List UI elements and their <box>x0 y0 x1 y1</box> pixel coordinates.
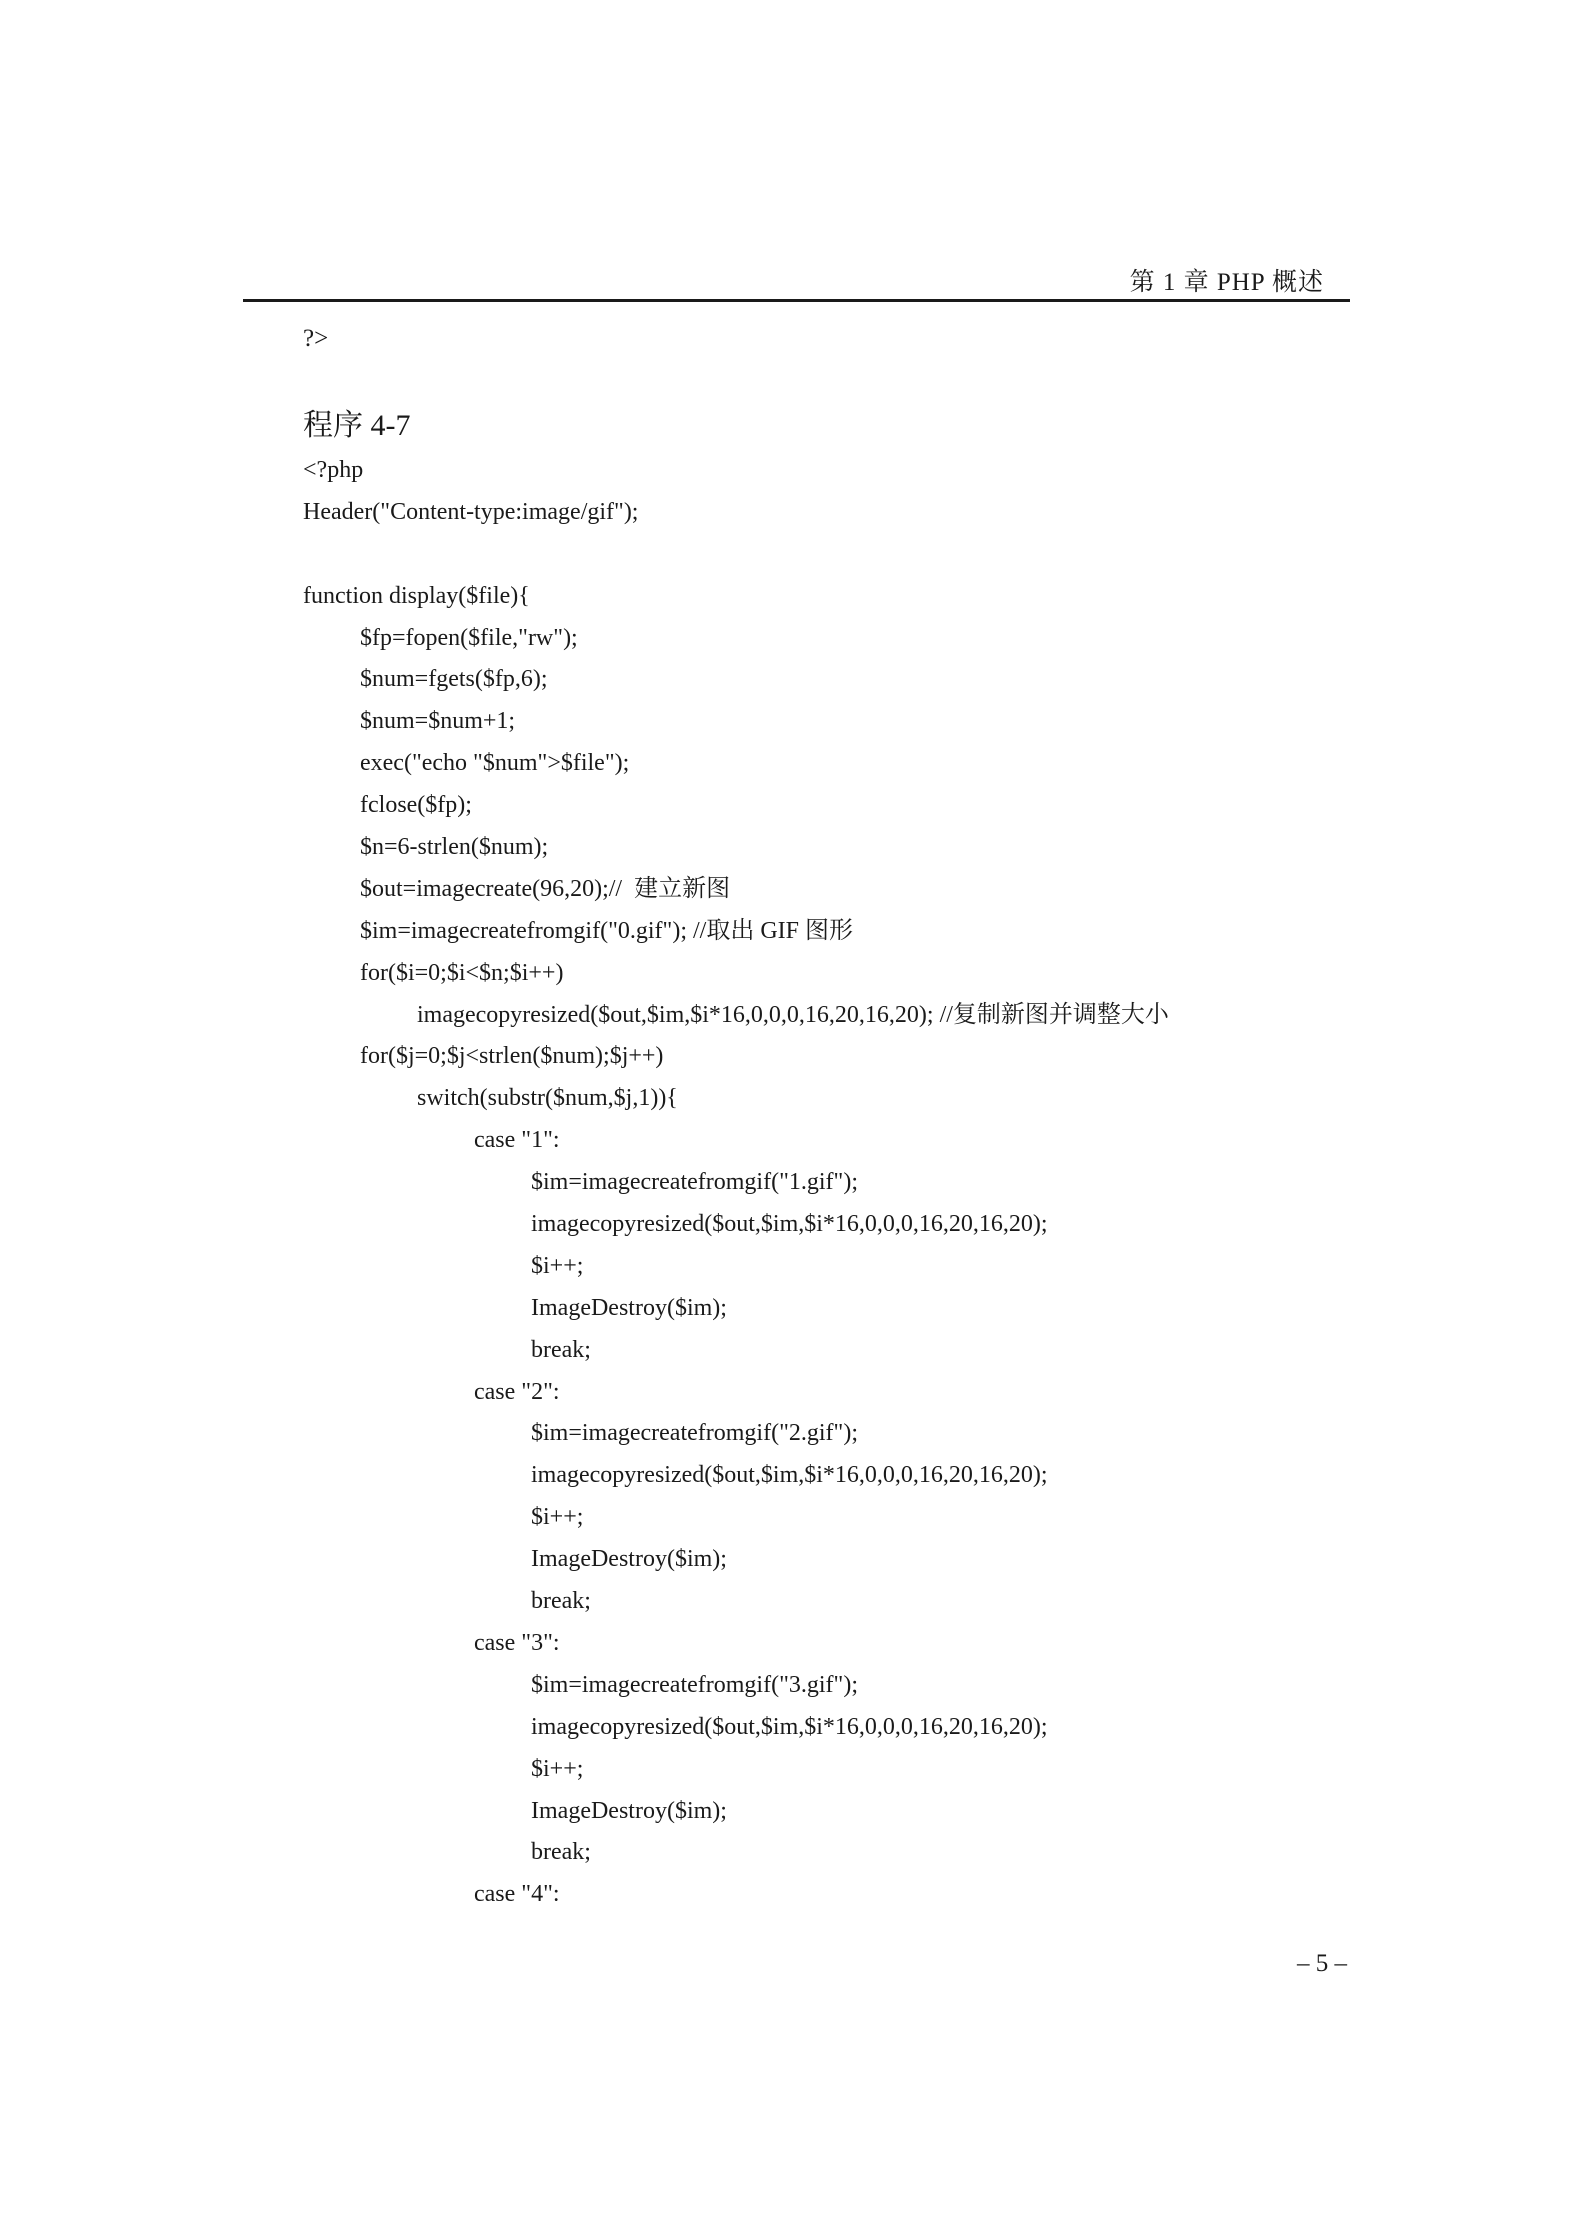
code-line: ImageDestroy($im); <box>531 1797 727 1824</box>
code-line: Header("Content-type:image/gif"); <box>303 498 639 525</box>
running-header: 第 1 章 PHP 概述 <box>1129 269 1324 296</box>
code-line: imagecopyresized($out,$im,$i*16,0,0,0,16,20,16,20); //复制新图并调整大小 <box>417 1001 1169 1028</box>
code-line <box>303 534 1169 576</box>
code-line: fclose($fp); <box>360 792 472 819</box>
code-line: $im=imagecreatefromgif("1.gif"); <box>531 1169 858 1196</box>
code-line: $i++; <box>531 1504 584 1531</box>
php-closing-tag: ?> <box>303 325 329 352</box>
code-line: $num=fgets($fp,6); <box>360 666 548 693</box>
code-line: $fp=fopen($file,"rw"); <box>360 624 578 651</box>
code-line: case "2": <box>474 1378 560 1405</box>
code-line: $im=imagecreatefromgif("3.gif"); <box>531 1671 858 1698</box>
code-line: case "4": <box>474 1881 560 1908</box>
code-line: $num=$num+1; <box>360 708 516 735</box>
code-line: $out=imagecreate(96,20);// 建立新图 <box>360 875 731 902</box>
code-line: $i++; <box>531 1755 584 1782</box>
code-line: $im=imagecreatefromgif("2.gif"); <box>531 1420 858 1447</box>
code-line: imagecopyresized($out,$im,$i*16,0,0,0,16,20,16,20); <box>531 1211 1048 1238</box>
page-number: – 5 – <box>1297 1950 1347 1977</box>
code-line: ImageDestroy($im); <box>531 1294 727 1321</box>
code-line: <?php <box>303 457 364 483</box>
code-line: imagecopyresized($out,$im,$i*16,0,0,0,16,20,16,20); <box>531 1462 1048 1489</box>
code-line: ImageDestroy($im); <box>531 1546 727 1573</box>
code-line: imagecopyresized($out,$im,$i*16,0,0,0,16,20,16,20); <box>531 1713 1048 1740</box>
code-line: case "3": <box>474 1629 560 1656</box>
code-line: $n=6-strlen($num); <box>360 834 549 861</box>
code-line: exec("echo "$num">$file"); <box>360 750 630 777</box>
listing-title: 程序 4-7 <box>303 409 411 442</box>
code-line: function display($file){ <box>303 582 530 609</box>
code-line: switch(substr($num,$j,1)){ <box>417 1085 678 1112</box>
code-line: break; <box>531 1588 591 1615</box>
code-line: for($j=0;$j<strlen($num);$j++) <box>360 1043 664 1070</box>
code-line: break; <box>531 1839 591 1866</box>
code-line: $im=imagecreatefromgif("0.gif"); //取出 GIF 图形 <box>360 917 854 944</box>
header-rule <box>243 299 1350 302</box>
code-line: break; <box>531 1336 591 1363</box>
code-listing <box>303 450 1169 1916</box>
code-line: case "1": <box>474 1127 560 1154</box>
code-line: $i++; <box>531 1252 584 1279</box>
code-line: for($i=0;$i<$n;$i++) <box>360 959 564 986</box>
